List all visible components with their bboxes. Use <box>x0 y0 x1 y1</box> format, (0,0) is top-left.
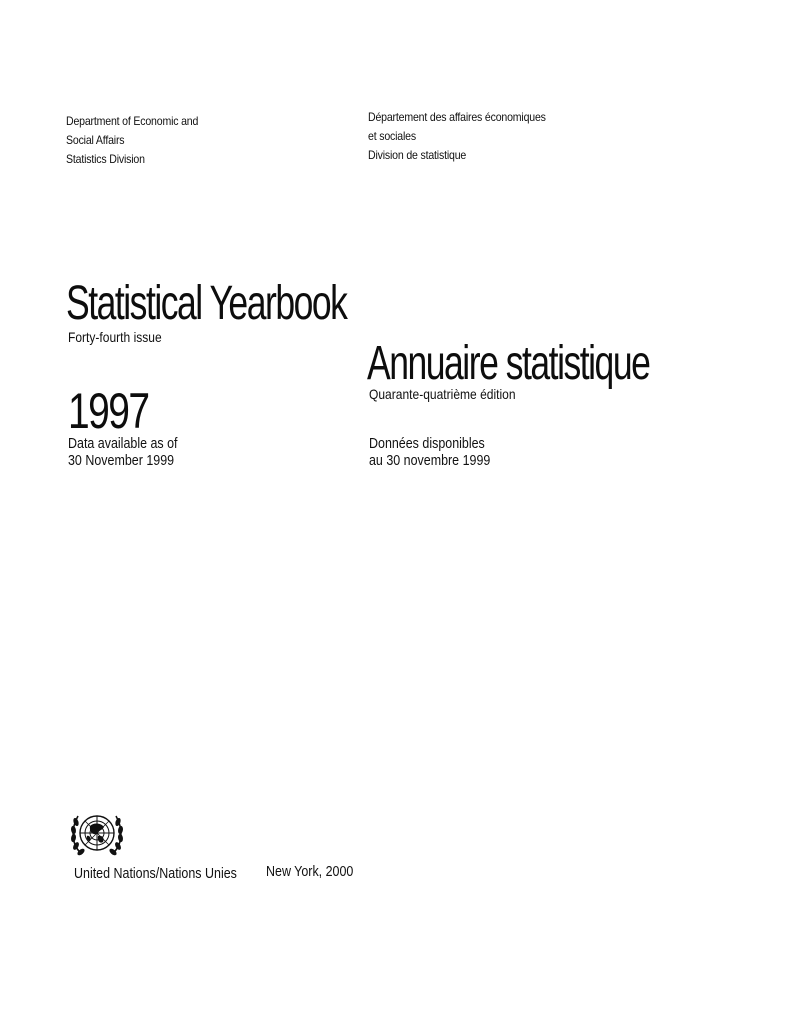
department-header-french <box>368 108 546 165</box>
availability-line: Data available as of <box>68 436 178 452</box>
subtitle-french: Quarante-quatrième édition <box>369 386 516 402</box>
title-french: Annuaire statistique <box>367 337 650 390</box>
department-line: Département des affaires économiques <box>368 110 546 124</box>
department-line: Department of Economic and <box>66 114 199 128</box>
availability-date: 30 November 1999 <box>68 453 175 469</box>
un-emblem-icon <box>68 808 126 860</box>
publication-place-year: New York, 2000 <box>266 864 354 880</box>
title-english: Statistical Yearbook <box>66 277 347 330</box>
availability-english <box>68 436 178 470</box>
department-header-english <box>66 112 198 169</box>
division-line: Division de statistique <box>368 148 467 162</box>
availability-french <box>369 436 490 470</box>
publisher-name: United Nations/Nations Unies <box>74 866 237 882</box>
department-line: Social Affairs <box>66 133 125 147</box>
department-line: et sociales <box>368 129 416 143</box>
availability-line: Données disponibles <box>369 436 485 452</box>
subtitle-english: Forty-fourth issue <box>68 329 162 345</box>
edition-year: 1997 <box>68 383 149 439</box>
division-line: Statistics Division <box>66 152 145 166</box>
availability-date: au 30 novembre 1999 <box>369 453 491 469</box>
